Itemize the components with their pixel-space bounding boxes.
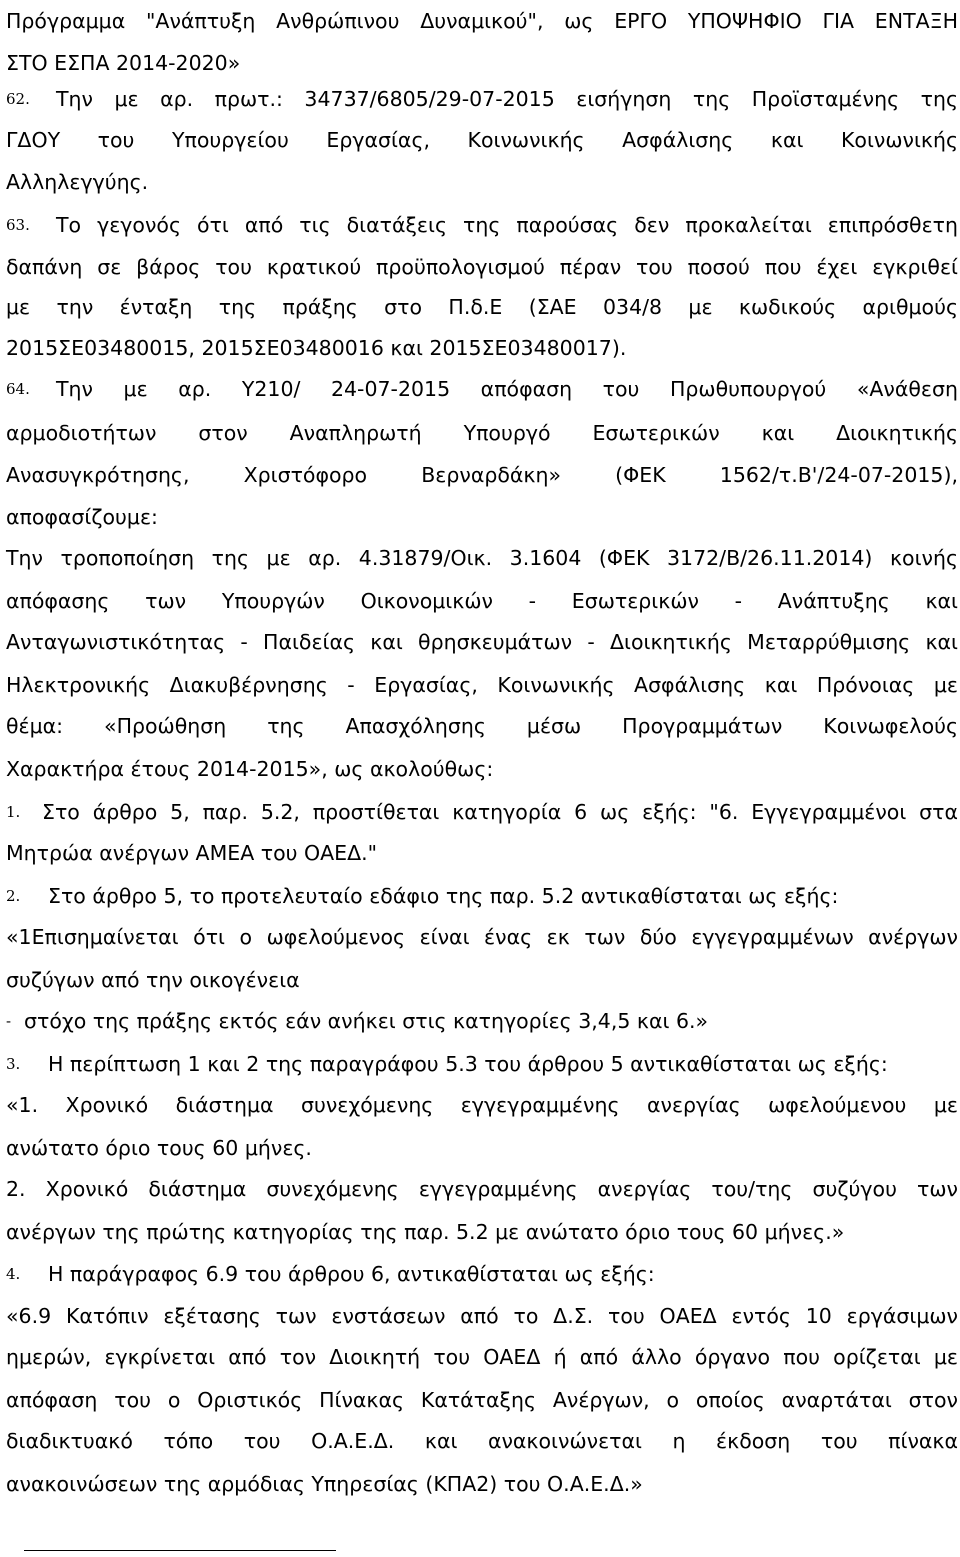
text-line: ΓΔΟΥ του Υπουργείου Εργασίας, Κοινωνικής Ασφάλισης και Κοινωνικής	[6, 128, 958, 152]
text-line: απόφαση του ο Οριστικός Πίνακας Κατάταξης Ανέργων, ο οποίος αναρτάται στον	[6, 1388, 958, 1412]
text-line: Ανασυγκρότησης, Χριστόφορο Βερναρδάκη» (ΦΕΚ 1562/τ.Β'/24-07-2015),	[6, 463, 958, 487]
text-line: Πρόγραμμα "Ανάπτυξη Ανθρώπινου Δυναμικού", ως ΕΡΓΟ ΥΠΟΨΗΦΙΟ ΓΙΑ ΕΝΤΑΞΗ	[6, 9, 958, 33]
text-line: Το γεγονός ότι από τις διατάξεις της παρούσας δεν προκαλείται επιπρόσθετη	[56, 213, 958, 237]
dash-marker: -	[6, 1012, 12, 1030]
text-line: απόφασης των Υπουργών Οικονομικών - Εσωτερικών - Ανάπτυξης και	[6, 589, 958, 613]
text-line: Ηλεκτρονικής Διακυβέρνησης - Εργασίας, Κοινωνικής Ασφάλισης και Πρόνοιας με	[6, 673, 958, 697]
text-line: αποφασίζουμε:	[6, 505, 158, 529]
text-line: αρμοδιοτήτων στον Αναπληρωτή Υπουργό Εσωτερικών και Διοικητικής	[6, 421, 958, 445]
text-line: Στο άρθρο 5, το προτελευταίο εδάφιο της παρ. 5.2 αντικαθίσταται ως εξής:	[48, 884, 839, 908]
footnote-separator	[24, 1550, 336, 1551]
item-number: 3.	[6, 1055, 21, 1073]
text-line: «6.9 Κατόπιν εξέτασης των ενστάσεων από το Δ.Σ. του ΟΑΕΔ εντός 10 εργάσιμων	[6, 1304, 958, 1328]
item-number: 62.	[6, 90, 30, 108]
text-line: συζύγων από την οικογένεια	[6, 968, 300, 992]
text-line: Ανταγωνιστικότητας - Παιδείας και θρησκευμάτων - Διοικητικής Μεταρρύθμισης και	[6, 630, 958, 654]
item-number: 4.	[6, 1265, 21, 1283]
text-line: στόχο της πράξης εκτός εάν ανήκει στις κατηγορίες 3,4,5 και 6.»	[24, 1009, 709, 1033]
text-line: Χαρακτήρα έτους 2014-2015», ως ακολούθως:	[6, 757, 494, 781]
text-line: ημερών, εγκρίνεται από τον Διοικητή του ΟΑΕΔ ή από άλλο όργανο που ορίζεται με	[6, 1345, 958, 1369]
item-number: 1.	[6, 803, 21, 821]
text-line: «1. Χρονικό διάστημα συνεχόμενης εγγεγραμμένης ανεργίας ωφελούμενου με	[6, 1093, 958, 1117]
text-line: ανέργων της πρώτης κατηγορίας της παρ. 5.2 με ανώτατο όριο τους 60 μήνες.»	[6, 1220, 845, 1244]
text-line: ΣΤΟ ΕΣΠΑ 2014-2020»	[6, 51, 241, 75]
text-line: δαπάνη σε βάρος του κρατικού προϋπολογισμού πέραν του ποσού που έχει εγκριθεί	[6, 255, 958, 279]
text-line: Στο άρθρο 5, παρ. 5.2, προστίθεται κατηγορία 6 ως εξής: "6. Εγγεγραμμένοι στα	[42, 800, 958, 824]
text-line: Αλληλεγγύης.	[6, 170, 149, 194]
text-line: Η παράγραφος 6.9 του άρθρου 6, αντικαθίσταται ως εξής:	[48, 1262, 655, 1286]
text-line: Την με αρ. Υ210/ 24-07-2015 απόφαση του Πρωθυπουργού «Ανάθεση	[56, 377, 958, 401]
item-number: 64.	[6, 380, 30, 398]
text-line: με την ένταξη της πράξης στο Π.δ.Ε (ΣΑΕ 034/8 με κωδικούς αριθμούς	[6, 295, 958, 319]
text-line: 2. Χρονικό διάστημα συνεχόμενης εγγεγραμμένης ανεργίας του/της συζύγου των	[6, 1177, 958, 1201]
item-number: 63.	[6, 216, 30, 234]
text-line: διαδικτυακό τόπο του Ο.Α.Ε.Δ. και ανακοινώνεται η έκδοση του πίνακα	[6, 1429, 958, 1453]
text-line: «1Επισημαίνεται ότι ο ωφελούμενος είναι ένας εκ των δύο εγγεγραμμένων ανέργων	[6, 925, 958, 949]
text-line: ανακοινώσεων της αρμόδιας Υπηρεσίας (ΚΠΑ2) του Ο.Α.Ε.Δ.»	[6, 1472, 643, 1496]
text-line: Την τροποποίηση της με αρ. 4.31879/Οικ. 3.1604 (ΦΕΚ 3172/Β/26.11.2014) κοινής	[6, 546, 958, 570]
text-line: θέμα: «Προώθηση της Απασχόλησης μέσω Προγραμμάτων Κοινωφελούς	[6, 714, 958, 738]
text-line: Η περίπτωση 1 και 2 της παραγράφου 5.3 του άρθρου 5 αντικαθίσταται ως εξής:	[48, 1052, 888, 1076]
item-number: 2.	[6, 887, 21, 905]
text-line: Μητρώα ανέργων ΑΜΕΑ του ΟΑΕΔ."	[6, 841, 378, 865]
text-line: ανώτατο όριο τους 60 μήνες.	[6, 1136, 312, 1160]
text-line: Την με αρ. πρωτ.: 34737/6805/29-07-2015 εισήγηση της Προϊσταμένης της	[56, 87, 958, 111]
text-line: 2015ΣΕ03480015, 2015ΣΕ03480016 και 2015ΣΕ03480017).	[6, 336, 627, 360]
